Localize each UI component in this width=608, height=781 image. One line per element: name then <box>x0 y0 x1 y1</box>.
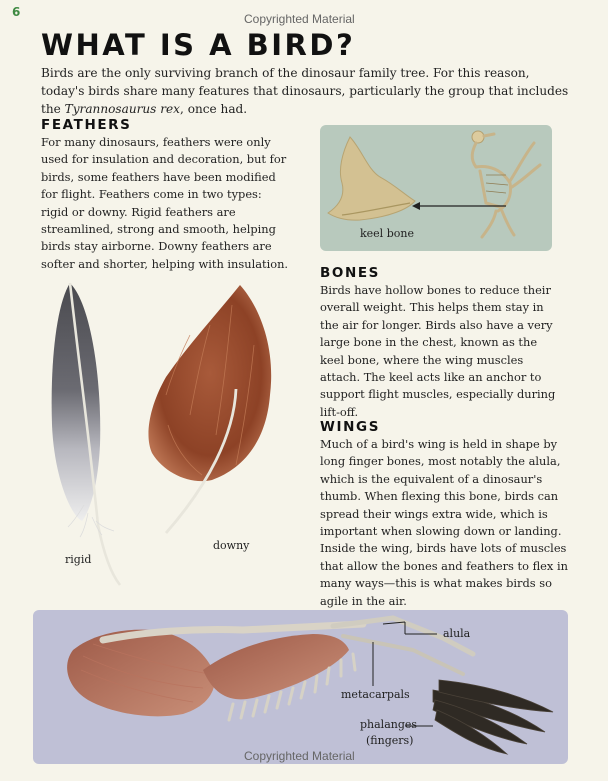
intro-paragraph <box>41 64 576 118</box>
alula-label: alula <box>443 627 471 640</box>
downy-label: downy <box>213 539 250 552</box>
wing-anatomy-illustration <box>33 610 568 764</box>
metacarpals-label: metacarpals <box>341 688 410 701</box>
rigid-feather-icon <box>52 283 120 585</box>
feathers-body: For many dinosaurs, feathers were only used for insulation and decoration, but for birds, some feathers have been modified for flight. Feathers come in two types: rigid or downy. Rigid feathers are streamlined, strong and smooth, helping birds stay airborne. Downy feathers are softer and shorter, helping with insulation. <box>41 135 289 271</box>
page-number: 6 <box>12 5 21 19</box>
page-title: WHAT IS A BIRD? <box>41 28 356 62</box>
wing-anatomy-panel <box>33 610 568 764</box>
rigid-label: rigid <box>65 553 92 566</box>
bones-body: Birds have hollow bones to reduce their overall weight. This helps them stay in the air for longer. Birds also have a very large bone in the chest, known as the keel bone, where the wing muscles attach. The keel acts like an anchor to support flight muscles, especially during lift-off. <box>320 283 556 419</box>
bones-heading: BONES <box>320 265 381 281</box>
intro-text-start: Birds are the only surviving branch of the dinosaur family tree. For this reason, today's birds share many features that dinosaurs, particularly the group that includes the <box>41 66 569 116</box>
keel-bone-label: keel bone <box>360 227 414 240</box>
keel-bone-illustration <box>320 125 552 251</box>
feathers-heading: FEATHERS <box>41 117 132 133</box>
wings-body: Much of a bird's wing is held in shape by long finger bones, most notably the alula, which is the equivalent of a dinosaur's thumb. When flexing this bone, birds can spread their wings extra wide, which is important when slowing down or landing. Inside the wing, birds have lots of muscles that allow the bones and feathers to flex in many ways—this is what makes birds so agile in the air. <box>320 437 568 608</box>
copyright-notice-bottom: Copyrighted Material <box>244 749 355 763</box>
feather-illustrations <box>40 275 310 590</box>
intro-italic-species: Tyrannosaurus rex <box>64 102 180 116</box>
intro-text-end: , once had. <box>180 102 248 116</box>
phalanges-label: phalanges <box>360 718 418 731</box>
downy-feather-icon <box>148 285 271 533</box>
fingers-label: (fingers) <box>366 734 414 747</box>
keel-bone-panel <box>320 125 552 251</box>
wings-heading: WINGS <box>320 419 381 435</box>
copyright-notice-top: Copyrighted Material <box>244 12 355 26</box>
